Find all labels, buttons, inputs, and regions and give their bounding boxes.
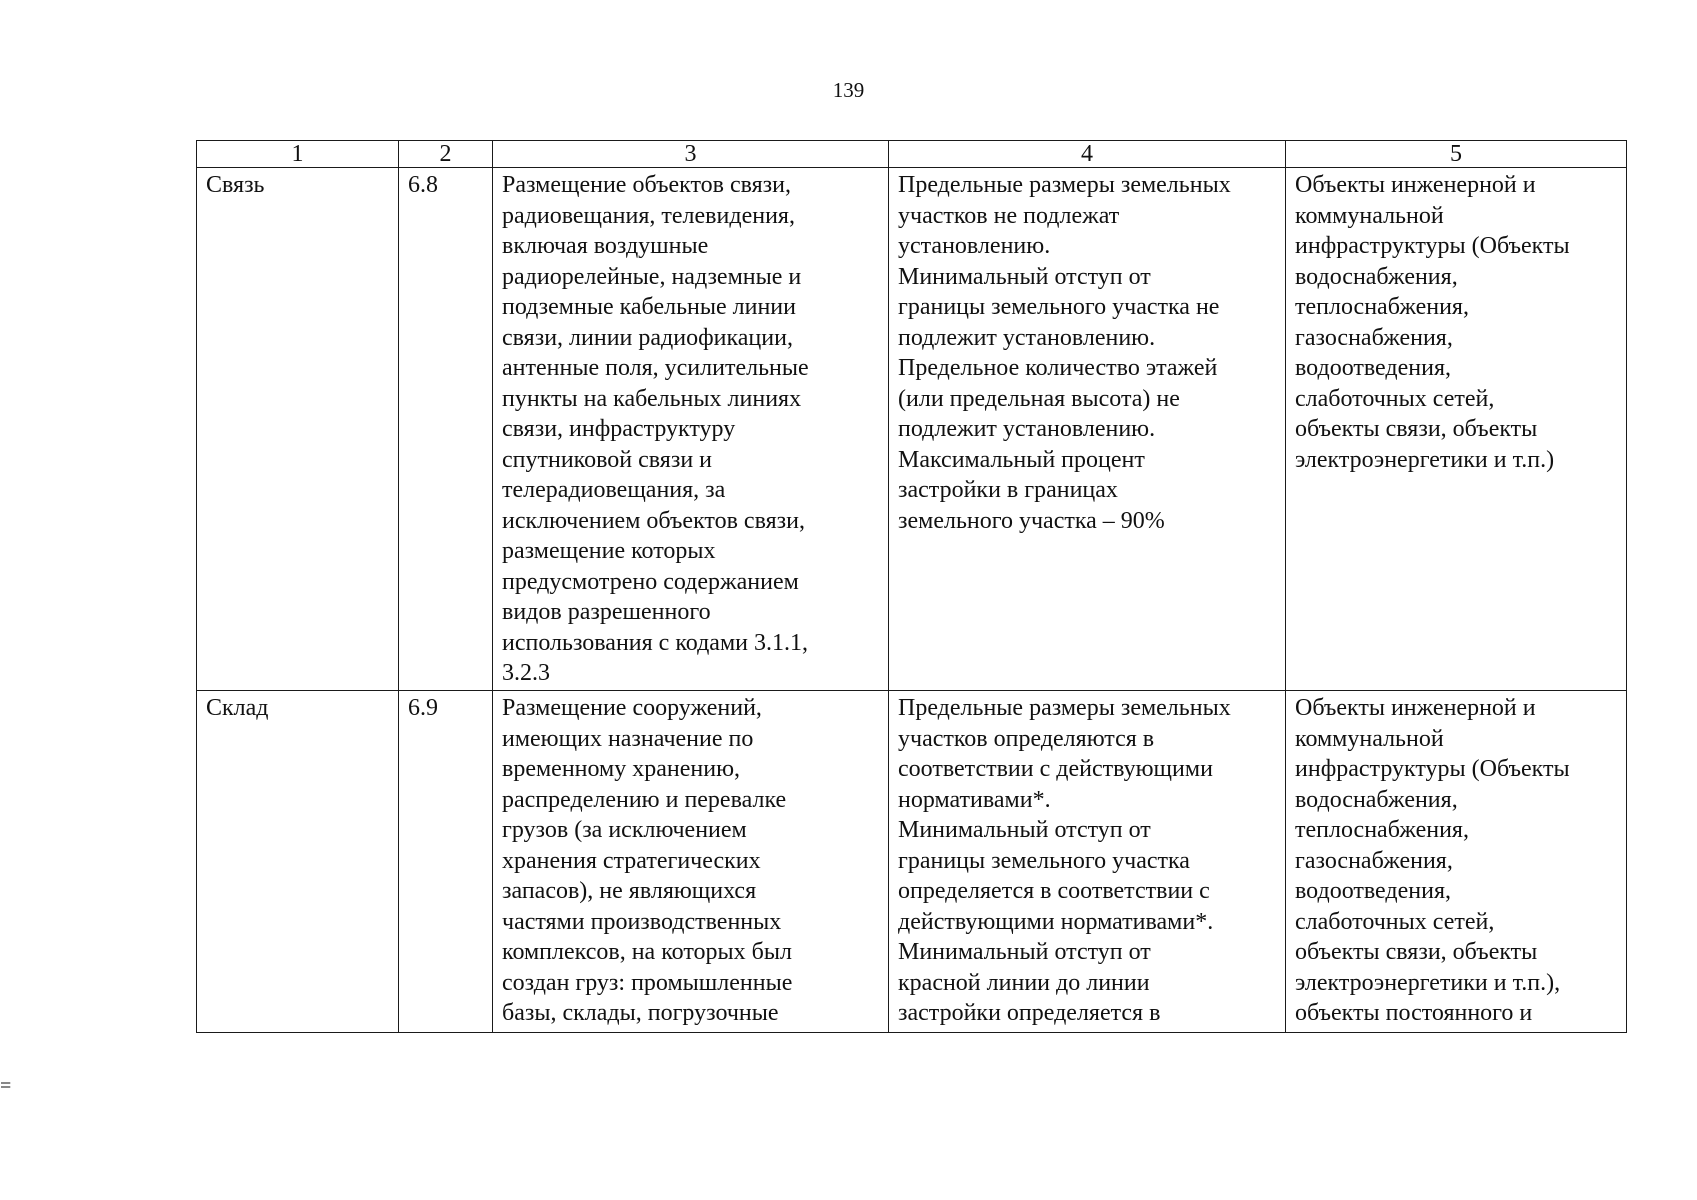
use-code: 6.8 [408, 172, 438, 198]
use-type-name-cell [197, 168, 399, 691]
use-parameters: Предельные размеры земельных участков определяются в соответствии с действующими нормативами*. Минимальный отступ от границы земельного участка определяется в соответствии с действующими нормативами*. Минимальный отступ от красной линии до линии застройки определяется в [898, 695, 1231, 1026]
use-parameters-cell [889, 168, 1286, 691]
column-header: 4 [889, 141, 1286, 168]
auxiliary-uses: Объекты инженерной и коммунальной инфраструктуры (Объекты водоснабжения, теплоснабжения, газоснабжения, водоотведения, слаботочных сетей, объекты связи, объекты электроэнергетики и т.п.) [1295, 172, 1570, 473]
use-type-name: Склад [206, 695, 269, 721]
table-row [197, 691, 1627, 1033]
column-header: 3 [493, 141, 889, 168]
auxiliary-uses: Объекты инженерной и коммунальной инфраструктуры (Объекты водоснабжения, теплоснабжения, газоснабжения, водоотведения, слаботочных сетей, объекты связи, объекты электроэнергетики и т.п.), объекты постоянного и [1295, 695, 1570, 1026]
use-parameters: Предельные размеры земельных участков не подлежат установлению. Минимальный отступ от границы земельного участка не подлежит установлению. Предельное количество этажей (или предельная высота) не подлежит установлению. Максимальный процент застройки в границах земельного участка – 90% [898, 172, 1231, 534]
table-header-row [197, 141, 1627, 168]
use-description: Размещение объектов связи, радиовещания, телевидения, включая воздушные радиорелейные, надземные и подземные кабельные линии связи, линии радиофикации, антенные поля, усилительные пункты на кабельных линиях связи, инфраструктуру спутниковой связи и телерадиовещания, за исключением объектов связи, размещение которых предусмотрено содержанием видов разрешенного использования с кодами 3.1.1, 3.2.3 [502, 172, 809, 686]
land-use-table [196, 140, 1627, 1033]
use-description-cell [493, 691, 889, 1033]
use-code-cell [399, 168, 493, 691]
use-code: 6.9 [408, 695, 438, 721]
use-code-cell [399, 691, 493, 1033]
auxiliary-uses-cell [1286, 691, 1627, 1033]
use-parameters-cell [889, 691, 1286, 1033]
use-description: Размещение сооружений, имеющих назначение по временному хранению, распределению и перевалке грузов (за исключением хранения стратегических запасов), не являющихся частями производственных комплексов, на которых был создан груз: промышленные базы, склады, погрузочные [502, 695, 793, 1026]
use-type-name: Связь [206, 172, 265, 198]
use-description-cell [493, 168, 889, 691]
column-header: 5 [1286, 141, 1627, 168]
edge-mark: = [0, 1075, 12, 1097]
page-number: 139 [832, 78, 865, 102]
column-header: 2 [399, 141, 493, 168]
use-type-name-cell [197, 691, 399, 1033]
table-row [197, 168, 1627, 691]
column-header: 1 [197, 141, 399, 168]
auxiliary-uses-cell [1286, 168, 1627, 691]
